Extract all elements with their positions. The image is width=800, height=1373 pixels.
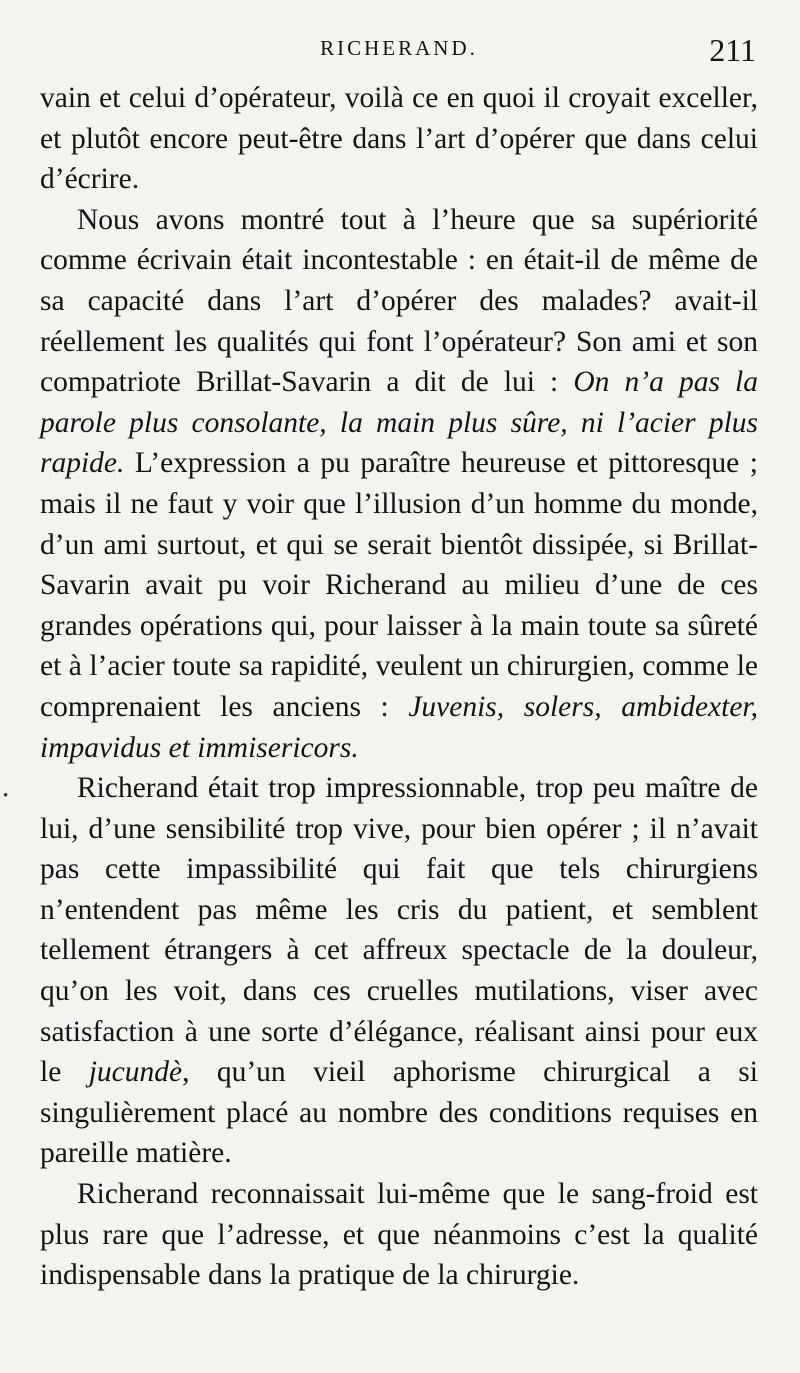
quotation-italic: On n’a pas la parole plus consolante, la main plus sûre, ni l’acier plus rapide.	[40, 366, 758, 480]
paragraph-sang-froid	[40, 1174, 758, 1296]
margin-mark-icon: •	[3, 788, 9, 804]
latin-word-italic: jucundè	[88, 1056, 183, 1089]
page-number: 211	[709, 32, 756, 68]
body-text	[40, 78, 758, 1296]
running-title: RICHERAND.	[320, 36, 478, 60]
paragraph-brillat-savarin	[40, 200, 758, 768]
paragraph-impressionnable	[40, 768, 758, 1174]
paragraph-continuation	[40, 78, 758, 200]
latin-quotation-italic: Juvenis, solers, ambidexter, impavidus et immisericors.	[40, 690, 759, 764]
paragraph-text: vain et celui d’opérateur, voilà ce en quoi il croyait exceller, et plutôt encore peut-être dans l’art d’opérer que dans celui d’écrire.	[40, 82, 758, 196]
paragraph-text: , qu’un vieil aphorisme chirurgical a si singulièrement placé au nombre des conditions requises en pareille matière.	[40, 1056, 758, 1170]
paragraph-text: Richerand était trop impressionnable, trop peu maître de lui, d’une sensibilité trop vive, pour bien opérer ; il n’avait pas cette impassibilité qui fait que tels chirurgiens n’entendent pas même les cris du patient, et semblent tellement étrangers à cet affreux spectacle de la douleur, qu’on les voit, dans ces cruelles mutilations, viser avec satisfaction à une sorte d’élégance, réalisant ainsi pour eux le	[40, 772, 758, 1089]
paragraph-text: Richerand reconnaissait lui-même que le sang-froid est plus rare que l’adresse, et que néanmoins c’est la qualité indispensable dans la pratique de la chirurgie.	[40, 1178, 758, 1292]
paragraph-text: L’expression a pu paraître heureuse et pittoresque ; mais il ne faut y voir que l’illusion d’un homme du monde, d’un ami surtout, et qui se serait bientôt dissipée, si Brillat-Savarin avait pu voir Richerand au milieu d’une de ces grandes opérations qui, pour laisser à la main toute sa sûreté et à l’acier toute sa rapidité, veulent un chirurgien, comme le comprenaient les anciens :	[40, 447, 758, 723]
paragraph-text: Nous avons montré tout à l’heure que sa supériorité comme écrivain était incontestable : en était-il de même de sa capacité dans l’art d’opérer des malades? avait-il réellement les qualités qui font l’opérateur? Son ami et son compatriote Brillat-Savarin a dit de lui :	[40, 203, 758, 399]
running-head	[40, 32, 758, 78]
